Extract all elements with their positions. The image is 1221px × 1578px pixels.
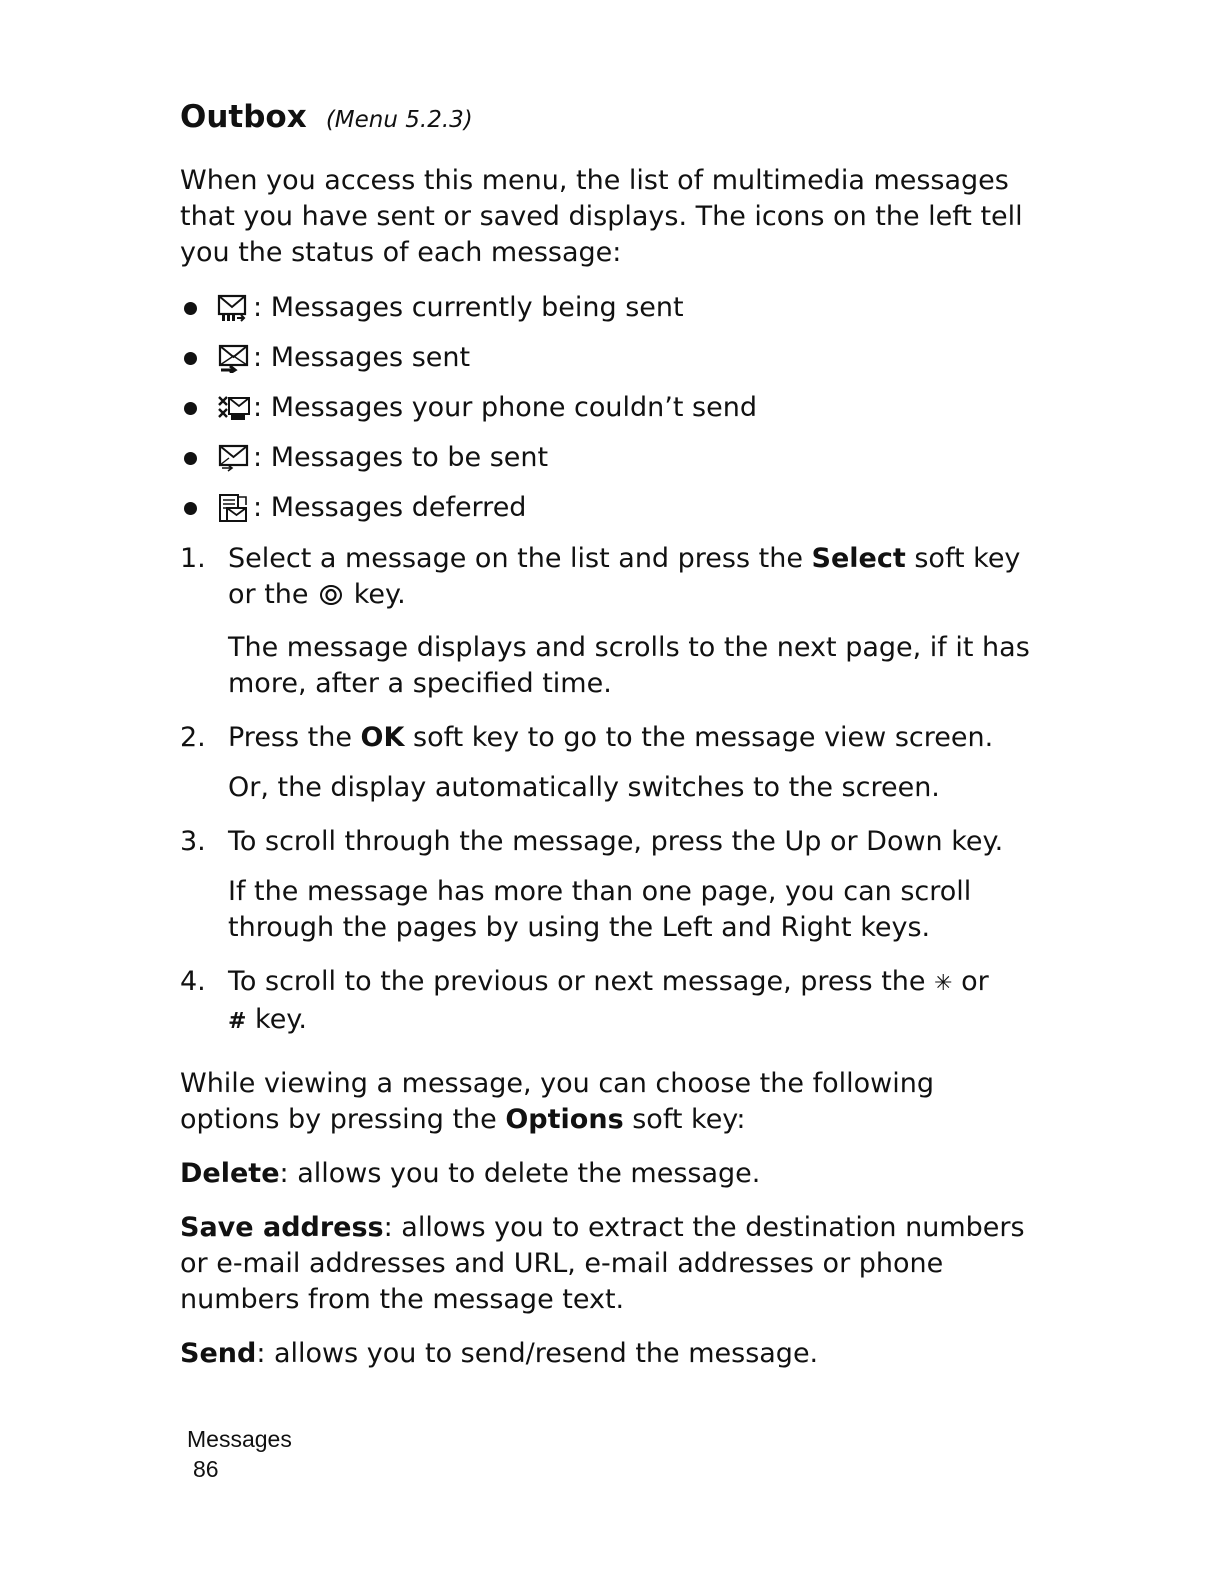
option-description: : allows you to delete the message. [279,1158,761,1189]
option-save-address [180,1210,1040,1318]
step-note: The message displays and scrolls to the next page, if it has more, after a specified time. [228,632,1030,699]
manual-page [180,96,1040,1372]
footer-section-name: Messages [187,1426,292,1452]
option-description: : allows you to send/resend the message. [256,1338,819,1369]
options-intro: While viewing a message, you can choose the following options by pressing the Options soft key: [180,1068,934,1135]
step-item [180,720,1040,806]
envelope-sending-icon [217,293,251,323]
option-name: Save address [180,1212,384,1243]
step-text: To scroll to the previous or next message, press the ✳ or # key. [228,966,989,1035]
step-text: Press the OK soft key to go to the message view screen. [228,722,994,753]
bullet [184,502,197,515]
envelope-sent-icon [217,343,251,373]
status-label: Messages to be sent [270,442,549,473]
step-number: 1. [180,543,206,574]
step-number: 4. [180,966,206,997]
hash-key-icon: # [228,1009,247,1034]
intro-paragraph: When you access this menu, the list of multimedia messages that you have sent or saved displays. The icons on the left tell you the status of each message: [180,165,1023,268]
step-item [180,541,1040,702]
option-description: : allows you to extract the destination numbers or e-mail addresses and URL, e-mail addresses or phone numbers from the message text. [180,1212,1025,1315]
ok-soft-key-label: OK [360,722,405,753]
status-label: Messages currently being sent [270,292,684,323]
steps-list [180,541,1040,1040]
bullet [184,302,197,315]
star-key-icon: ✳ [934,971,953,996]
list-item: : Messages deferred [180,483,1040,533]
option-send [180,1336,1040,1372]
step-item [180,824,1040,946]
page-footer [187,1424,292,1484]
page-number: 86 [193,1456,219,1482]
list-item: : Messages sent [180,333,1040,383]
step-text: Select a message on the list and press the Select soft key or the key. [228,541,1040,616]
ok-key-icon [319,580,343,616]
status-icon-list [180,283,1040,533]
bullet [184,402,197,415]
step-number: 3. [180,826,206,857]
step-note: If the message has more than one page, you can scroll through the pages by using the Left and Right keys. [228,876,972,943]
list-item: : Messages currently being sent [180,283,1040,333]
status-label: Messages sent [270,342,471,373]
option-name: Delete [180,1158,280,1189]
menu-reference: (Menu 5.2.3) [325,107,473,133]
list-item: : Messages to be sent [180,433,1040,483]
status-label: Messages your phone couldn’t send [270,392,757,423]
options-soft-key-label: Options [505,1104,624,1135]
envelope-failed-icon [217,393,251,423]
section-title: Outbox [180,99,307,135]
option-delete [180,1156,1040,1192]
bullet [184,352,197,365]
step-note: Or, the display automatically switches to the screen. [228,772,940,803]
section-heading [180,96,1040,143]
status-label: Messages deferred [270,492,527,523]
option-name: Send [180,1338,257,1369]
list-item: : Messages your phone couldn’t send [180,383,1040,433]
bullet [184,452,197,465]
step-item [180,964,1040,1040]
envelope-deferred-icon [217,493,251,523]
step-number: 2. [180,722,206,753]
step-text: To scroll through the message, press the Up or Down key. [228,826,1004,857]
select-soft-key-label: Select [811,543,906,574]
envelope-to-send-icon [217,443,251,473]
